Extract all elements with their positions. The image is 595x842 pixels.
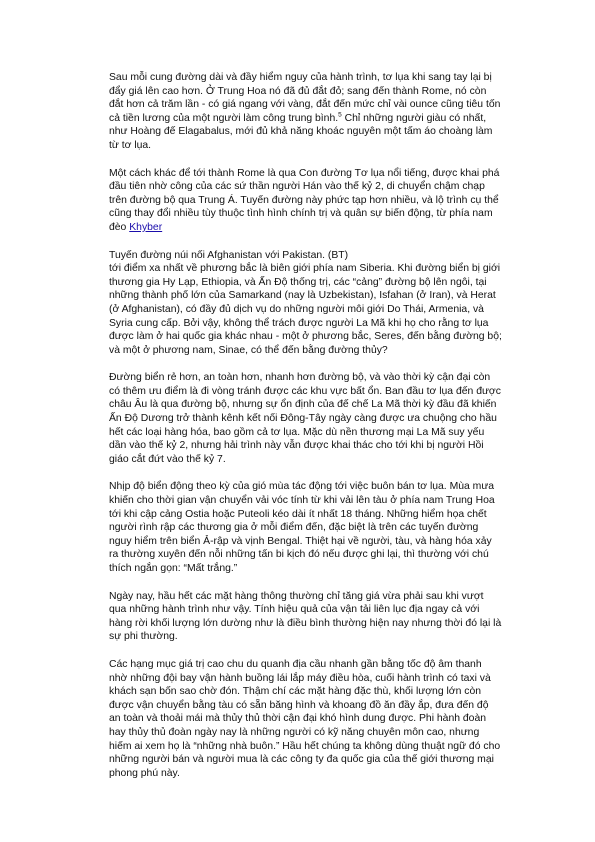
paragraph-text: Một cách khác để tới thành Rome là qua Con đường Tơ lụa nổi tiếng, được khai phá đầu tiên nhờ công của các sứ thần người Hán vào thế kỷ 2, di chuyển chậm chạp trên đường bộ qua Trung Á. Tuyến đường này phức tạp hơn nhiều, và lộ trình cụ thể cũng thay đổi nhiều tùy thuộc tình hình chính trị và quân sự biến động, từ phía nam đèo: [109, 167, 500, 233]
paragraph-text: Sau mỗi cung đường dài và đầy hiểm nguy của hành trình, tơ lụa khi sang tay lại bị đẩy giá lên cao hơn. Ở Trung Hoa nó đã đủ đắt đỏ; sang đến thành Rome, nó còn đắt hơn cả trăm lần - có giá ngang với vàng, đắt đến mức chỉ vài ounce cũng tiêu tốn cả tiền lương của một người làm công trung bình.: [109, 72, 501, 124]
paragraph-silk-price: [109, 71, 502, 153]
paragraph-modern-goods: [109, 590, 502, 644]
footnote-khyber-note: [109, 249, 502, 263]
paragraph-sea-route: [109, 371, 502, 466]
paragraph-text: Ngày nay, hầu hết các mặt hàng thông thường chỉ tăng giá vừa phải sau khi vượt qua những hành trình như vậy. Tính hiệu quả của vận tải liên lục địa ngay cả với hàng rời khối lượng lớn dường như là điều bình thường hiện nay nhưng thời đó lại là sự phi thường.: [109, 590, 502, 643]
paragraph-monsoon: [109, 480, 502, 575]
paragraph-silk-road: [109, 167, 502, 235]
paragraph-text: Các hạng mục giá trị cao chu du quanh địa cầu nhanh gần bằng tốc độ âm thanh nhờ những đội bay vận hành buồng lái lắp máy điều hòa, cuối hành trình có taxi và khách sạn bốn sao chờ đón. Thậm chí các mặt hàng đặc thù, khối lượng lớn còn được vận chuyển bằng tàu có sẵn băng hình và khoang đồ ăn đầy ắp, đưa đến độ an toàn và thoải mái mà thủy thủ thời cận đại khó hình dung được. Phi hành đoàn hay thủy thủ đoàn ngày nay là những người có kỹ năng chuyên môn cao, nhưng hiếm ai xem họ là “những nhà buôn.” Hầu hết chúng ta không dùng thuật ngữ đó cho những người bán và người mua là các công ty đa quốc gia của thế giới thương mại phong phú này.: [109, 658, 501, 779]
footnote-reference[interactable]: 5: [338, 111, 342, 119]
document-page: [109, 71, 502, 794]
note-text: Tuyến đường núi nối Afghanistan với Pakistan. (BT): [109, 249, 349, 261]
khyber-link[interactable]: Khyber: [129, 221, 163, 233]
paragraph-text: Chỉ những người giàu có nhất, như Hoàng đế Elagabalus, mới đủ khả năng khoác nguyên một tấm áo choàng làm từ tơ lụa.: [109, 112, 493, 151]
paragraph-land-ports: [109, 262, 502, 357]
paragraph-high-value-items: [109, 658, 502, 780]
paragraph-text: Đường biển rẻ hơn, an toàn hơn, nhanh hơn đường bộ, và vào thời kỳ cận đại còn có thêm ưu điểm là đi vòng tránh được các khu vực bất ổn. Ban đầu tơ lụa đến được châu Âu là qua đường bộ, nhưng sự ổn định của đế chế La Mã thời kỳ đầu đã khiến Ấn Độ Dương trở thành kênh kết nối Đông-Tây ngày càng được ưa chuộng cho hầu hết các loại hàng hóa, bao gồm cả tơ lụa. Mặc dù nền thương mại La Mã suy yếu dần vào thế kỷ 2, nhưng hải trình này vẫn được khai thác cho tới khi bị người Hồi giáo cắt đứt vào thế kỷ 7.: [109, 372, 501, 465]
paragraph-text: tới điểm xa nhất về phương bắc là biên giới phía nam Siberia. Khi đường biển bị giới thương gia Hy Lạp, Ethiopia, và Ấn Độ thống trị, các “cảng” đường bộ lên ngôi, tại những thành phố lớn của Samarkand (nay là Uzbekistan), Isfahan (ở Iran), và Herat (ở Afghanistan), có đầy đủ dịch vụ do những người môi giới Do Thái, Armenia, và Syria cung cấp. Bởi vậy, không thể trách được người La Mã khi họ cho rằng tơ lụa được làm ở hai quốc gia khác nhau - một ở phương bắc, Seres, đến bằng đường bộ; và một ở phương nam, Sinae, có thể đến bằng đường thủy?: [109, 263, 502, 356]
paragraph-text: Nhịp độ biển động theo kỳ của gió mùa tác động tới việc buôn bán tơ lụa. Mùa mưa khiến cho thời gian vận chuyển vải vóc tính từ khi vải lên tàu ở phía nam Trung Hoa tới khi cập cảng Ostia hoặc Puteoli kéo dài ít nhất 18 tháng. Những hiểm họa chết người rình rập các thương gia ở mỗi điểm đến, đặc biệt là trên các tuyến đường nguy hiểm trên biển Ả-rập và vịnh Bengal. Thiệt hại về người, tàu, và hàng hóa xảy ra thường xuyên đến nỗi những tấn bi kịch đó nếu được ghi lại, thì thường với chú thích ngắn gọn: “Mất trắng.”: [109, 481, 495, 574]
